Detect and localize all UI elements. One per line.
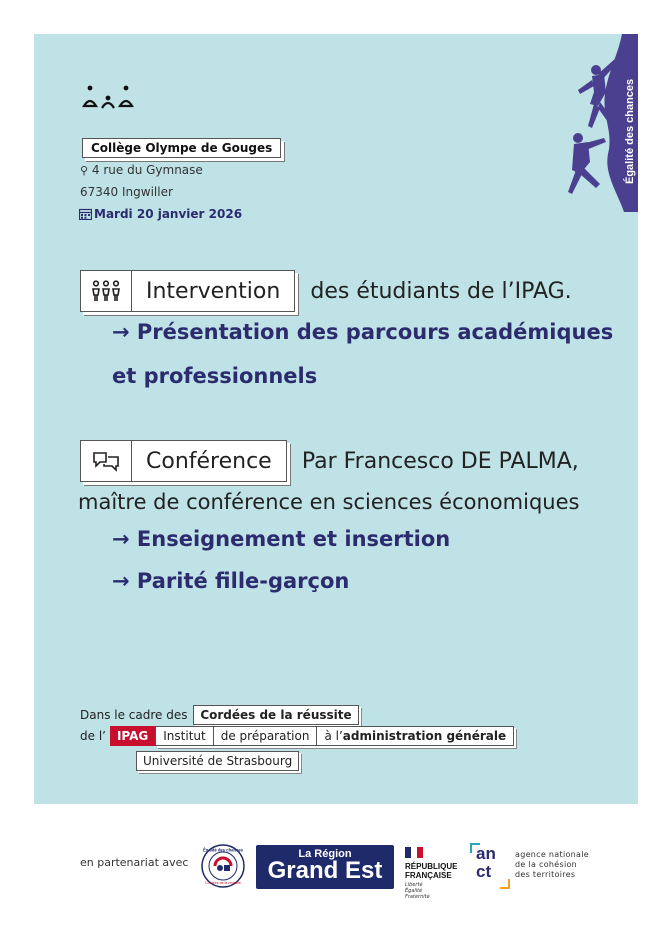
framework-line-2 <box>80 726 514 746</box>
motto-1: Liberté <box>405 882 423 888</box>
framework-de-l: de l’ <box>80 729 106 743</box>
motto-3: Fraternité <box>405 894 430 900</box>
ipag-fullname <box>155 726 514 746</box>
date-text: Mardi 20 janvier 2026 <box>94 207 243 221</box>
anct-text <box>515 850 589 880</box>
street-text: 4 rue du Gymnase <box>91 163 203 177</box>
ipag-logo: IPAG <box>110 726 155 746</box>
framework-intro: Dans le cadre des <box>80 708 188 722</box>
event-date <box>79 207 242 221</box>
motto-2: Égalité <box>405 888 423 894</box>
marianne-flag-icon <box>405 847 423 858</box>
school-name: Collège Olympe de Gouges <box>82 138 281 158</box>
intervention-label: Intervention <box>146 278 281 304</box>
school-logo-icon <box>82 84 134 110</box>
conference-line <box>80 440 579 482</box>
chat-bubbles-icon <box>81 441 132 481</box>
anct-line-3: des territoires <box>515 870 576 879</box>
side-banner: Égalité des chances <box>624 78 636 184</box>
region-grand-est-logo <box>256 845 394 889</box>
people-icon <box>81 271 132 311</box>
cordees-label: Cordées de la réussite <box>193 705 358 725</box>
intervention-line <box>80 270 572 312</box>
ipag-administration <box>317 727 513 745</box>
anct-logo <box>470 843 510 889</box>
conference-label-box <box>80 440 287 482</box>
republique-francaise-logo <box>405 843 461 900</box>
ipag-preparation: de préparation <box>214 727 318 745</box>
ipag-institut: Institut <box>156 727 213 745</box>
cordees-badge-logo <box>200 843 246 889</box>
anct-logo-bottom: ct <box>476 862 492 881</box>
ipag-admin-prefix: à l’ <box>324 729 343 743</box>
intervention-point-1a: → Présentation des parcours académiques <box>112 320 614 344</box>
anct-logo-top: an <box>476 844 496 863</box>
ipag-admin-bold: administration générale <box>342 729 507 743</box>
region-top-text: La Région <box>298 848 352 860</box>
location-pin-icon: ⚲ <box>80 164 89 177</box>
intervention-point-1b: et professionnels <box>112 364 318 388</box>
conference-label: Conférence <box>146 448 272 474</box>
address-city: 67340 Ingwiller <box>80 185 173 199</box>
intervention-text: des étudiants de l’IPAG. <box>310 278 572 304</box>
intervention-label-box <box>80 270 295 312</box>
climbers-illustration <box>560 34 638 214</box>
anct-line-2: de la cohésion <box>515 860 578 869</box>
conference-point-1: → Enseignement et insertion <box>112 527 451 551</box>
conference-subtext: maître de conférence en sciences économiques <box>78 490 580 514</box>
framework-line-1 <box>80 705 359 725</box>
calendar-icon <box>79 208 92 220</box>
partners-intro: en partenariat avec <box>80 856 189 869</box>
conference-point-2: → Parité fille-garçon <box>112 569 350 593</box>
region-main-text: Grand Est <box>267 857 383 884</box>
badge-top-text: Égalité des chances <box>202 847 244 853</box>
republique-line-1: RÉPUBLIQUE <box>405 862 458 871</box>
badge-bottom-text: Cordées de la réussite <box>205 881 241 885</box>
republique-line-2: FRANÇAISE <box>405 871 452 880</box>
university-label: Université de Strasbourg <box>136 751 299 771</box>
address-street <box>80 163 203 177</box>
anct-line-1: agence nationale <box>515 850 589 859</box>
anct-corner-br <box>500 879 510 889</box>
framework-line-3 <box>136 750 299 771</box>
conference-text: Par Francesco DE PALMA, <box>301 448 579 474</box>
